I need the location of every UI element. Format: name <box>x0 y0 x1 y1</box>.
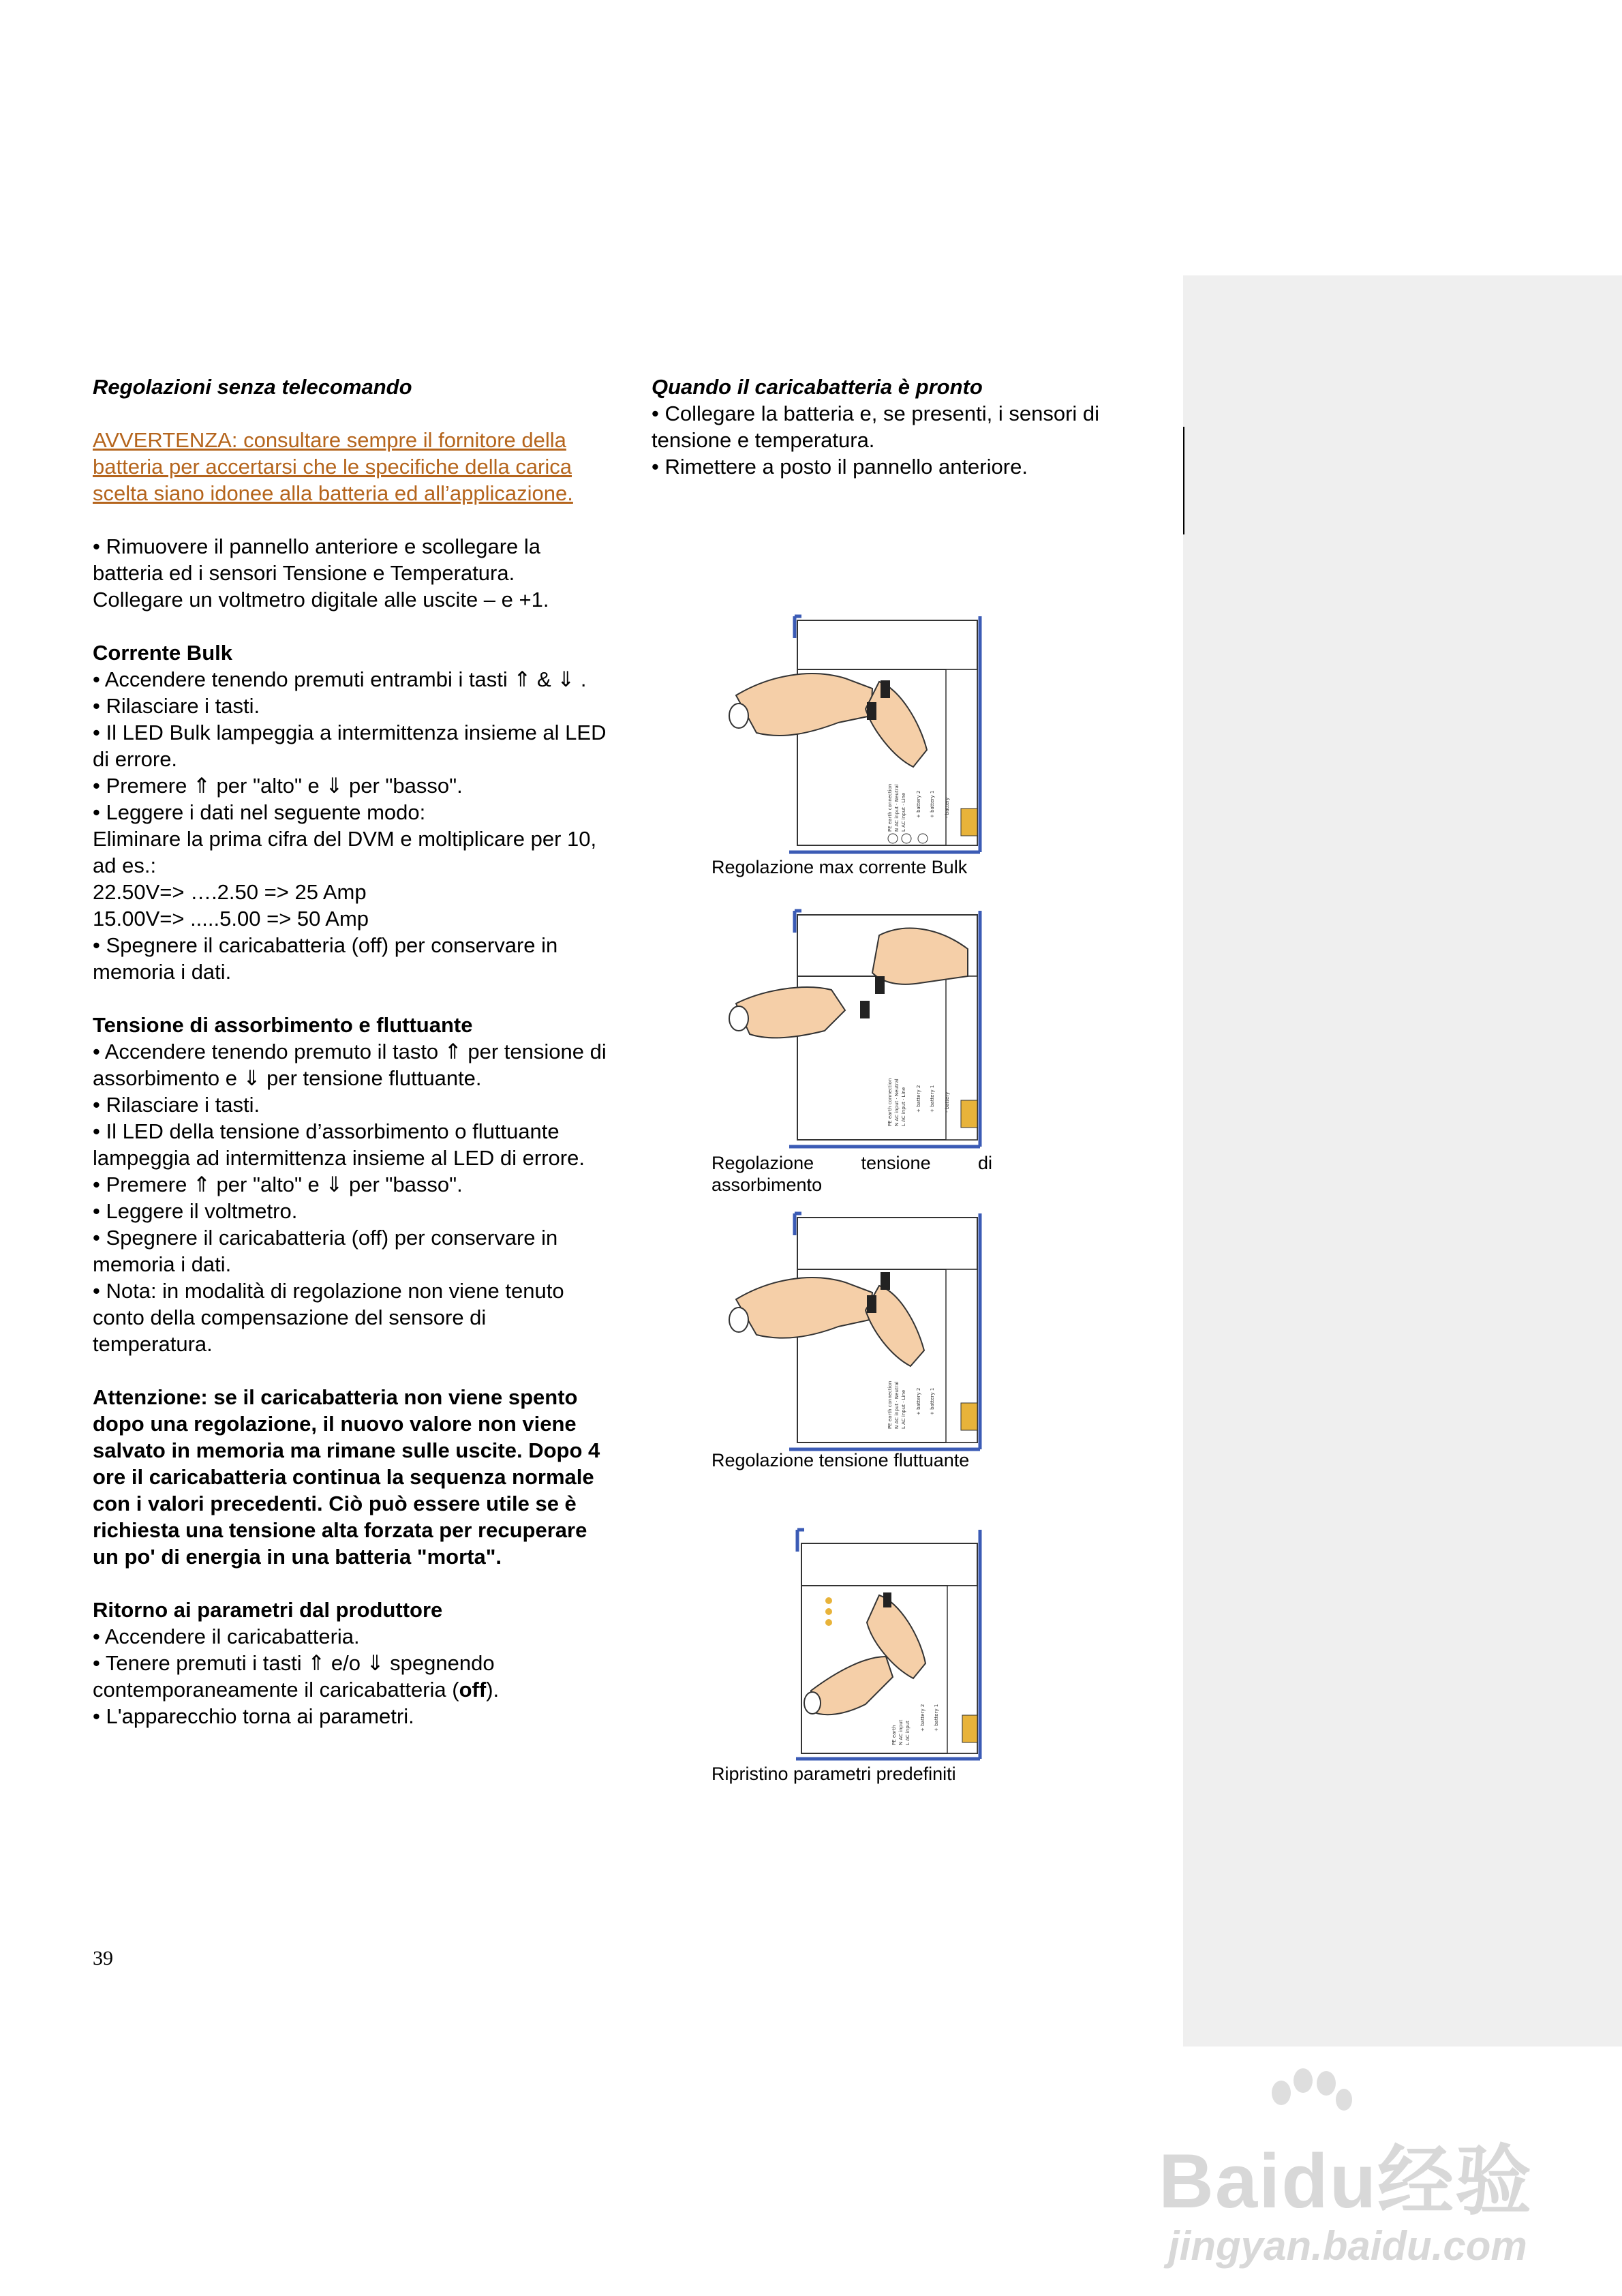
svg-text:PE earth connection: PE earth connection <box>887 1380 893 1429</box>
heading-quando-pronto: Quando il caricabatteria è pronto <box>652 375 983 399</box>
caption-word: di <box>977 1153 992 1173</box>
figure-absorption-adjust <box>709 908 995 1160</box>
bulk-line: • Premere ⇑ per "alto" e ⇓ per "basso". <box>93 774 463 798</box>
absorption-line: • Spegnere il caricabatteria (off) per conservare in memoria i dati. <box>93 1226 558 1276</box>
absorption-line: • Rilasciare i tasti. <box>93 1093 260 1117</box>
absorption-line: • Premere ⇑ per "alto" e ⇓ per "basso". <box>93 1173 463 1196</box>
right-column <box>652 374 1156 480</box>
absorption-line: • Accendere tenendo premuto il tasto ⇑ per tensione di assorbimento e ⇓ per tensione fluttuante. <box>93 1040 607 1090</box>
caption-word: Regolazione <box>711 1153 814 1173</box>
svg-text:N AC input · Neutral: N AC input · Neutral <box>894 784 900 832</box>
svg-text:L AC input · Line: L AC input · Line <box>901 792 906 832</box>
caption-fig3: Regolazione tensione fluttuante <box>711 1450 970 1470</box>
svg-text:+ battery 2: + battery 2 <box>916 1085 921 1113</box>
svg-text:PE earth: PE earth <box>891 1725 897 1745</box>
svg-text:+ battery 2: + battery 2 <box>916 790 921 818</box>
absorption-line: • Nota: in modalità di regolazione non viene tenuto conto della compensazione del sensore di temperatura. <box>93 1279 564 1356</box>
svg-text:L AC input · Line: L AC input · Line <box>901 1389 906 1429</box>
svg-text:N AC input · Neutral: N AC input · Neutral <box>894 1381 900 1429</box>
bulk-line: • Spegnere il caricabatteria (off) per conservare in memoria i dati. <box>93 933 558 984</box>
svg-text:+ battery 1: + battery 1 <box>930 1387 935 1415</box>
figure-float-adjust <box>709 1211 995 1463</box>
left-column <box>93 374 611 1729</box>
reset-line: • Accendere il caricabatteria. <box>93 1625 360 1648</box>
ready-line: • Collegare la batteria e, se presenti, i sensori di tensione e temperatura. <box>652 402 1100 452</box>
bulk-line: • Il LED Bulk lampeggia a intermittenza insieme al LED di errore. <box>93 721 607 771</box>
reset-line-text: ). <box>486 1678 500 1702</box>
page-number: 39 <box>93 1947 113 1969</box>
comment-margin-panel <box>1183 275 1622 2046</box>
heading-tensione-assorbimento: Tensione di assorbimento e fluttuante <box>93 1013 473 1037</box>
svg-text:PE earth connection: PE earth connection <box>887 783 893 832</box>
reset-line-bold: off <box>459 1678 487 1702</box>
bulk-line: • Rilasciare i tasti. <box>93 694 260 718</box>
watermark-url: jingyan.baidu.com <box>1168 2223 1527 2269</box>
figure-reset-defaults <box>709 1527 995 1772</box>
svg-text:+ battery 2: + battery 2 <box>920 1704 925 1732</box>
reset-line-text: • Tenere premuti i tasti ⇑ e/o ⇓ spegnendo contemporaneamente il caricabatteria ( <box>93 1651 495 1702</box>
svg-text:+ battery 1: + battery 1 <box>930 1085 935 1113</box>
svg-text:PE earth connection: PE earth connection <box>887 1078 893 1126</box>
reset-line <box>93 1650 611 1703</box>
svg-text:- battery: - battery <box>945 1091 950 1113</box>
absorption-line: • Il LED della tensione d’assorbimento o fluttuante lampeggia ad intermittenza insieme al LED di errore. <box>93 1119 585 1170</box>
bulk-line: • Accendere tenendo premuti entrambi i tasti ⇑ & ⇓ . <box>93 667 587 691</box>
absorption-line: • Leggere il voltmetro. <box>93 1199 298 1223</box>
svg-text:N AC input: N AC input <box>898 1719 904 1745</box>
bulk-line: 22.50V=> ….2.50 => 25 Amp <box>93 880 367 904</box>
baidu-watermark <box>1159 2072 1567 2270</box>
svg-text:+ battery 1: + battery 1 <box>934 1704 939 1732</box>
figure-bulk-adjust <box>709 614 995 859</box>
caption-word: tensione <box>861 1153 931 1173</box>
ready-line: • Rimettere a posto il pannello anteriore. <box>652 455 1028 479</box>
bulk-line: • Leggere i dati nel seguente modo: <box>93 800 426 824</box>
svg-text:+ battery 1: + battery 1 <box>930 790 935 818</box>
caption-fig4: Ripristino parametri predefiniti <box>711 1764 956 1784</box>
caption-fig2-line1 <box>711 1152 992 1174</box>
caption-fig2 <box>711 1152 992 1196</box>
paw-icon <box>1261 2066 1356 2127</box>
heading-ritorno-parametri: Ritorno ai parametri dal produttore <box>93 1598 443 1622</box>
intro-paragraph: • Rimuovere il pannello anteriore e scollegare la batteria ed i sensori Tensione e Temperatura. Collegare un voltmetro digitale alle uscite – e +1. <box>93 534 549 611</box>
svg-text:+ battery 2: + battery 2 <box>916 1387 921 1415</box>
heading-regolazioni: Regolazioni senza telecomando <box>93 375 412 399</box>
svg-text:L AC input: L AC input <box>905 1721 911 1745</box>
revision-bar <box>1183 427 1184 534</box>
svg-text:L AC input · Line: L AC input · Line <box>901 1087 906 1126</box>
attention-paragraph: Attenzione: se il caricabatteria non viene spento dopo una regolazione, il nuovo valore non viene salvato in memoria ma rimane sulle uscite. Dopo 4 ore il caricabatteria continua la sequenza normale con i valori precedenti. Ciò può essere utile se è richiesta una tensione alta forzata per recuperare un po' di energia in una batteria "morta". <box>93 1385 600 1569</box>
caption-fig1: Regolazione max corrente Bulk <box>711 857 968 877</box>
bulk-line: 15.00V=> .....5.00 => 50 Amp <box>93 907 369 931</box>
warning-link[interactable]: AVVERTENZA: consultare sempre il fornitore della batteria per accertarsi che le specifiche della carica scelta siano idonee alla batteria ed all’applicazione. <box>93 428 573 505</box>
svg-text:N AC input · Neutral: N AC input · Neutral <box>894 1078 900 1126</box>
reset-line: • L'apparecchio torna ai parametri. <box>93 1704 414 1728</box>
bulk-line: Eliminare la prima cifra del DVM e moltiplicare per 10, ad es.: <box>93 827 597 877</box>
watermark-logo: Baidu经验 <box>1159 2139 1533 2224</box>
heading-corrente-bulk: Corrente Bulk <box>93 641 232 665</box>
caption-fig2-line2: assorbimento <box>711 1175 823 1195</box>
svg-text:- battery: - battery <box>945 797 950 818</box>
